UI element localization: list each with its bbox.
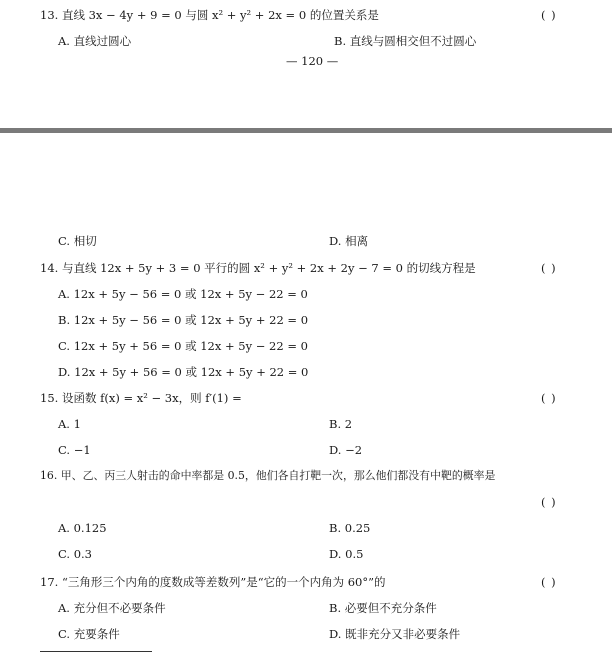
q14-option-b: B. 12x + 5y − 56 = 0 或 12x + 5y + 22 = 0	[58, 313, 309, 327]
q14-stem: 14. 与直线 12x + 5y + 3 = 0 平行的圆 x² + y² + 2x + 2y − 7 = 0 的切线方程是	[40, 261, 476, 275]
q14-option-a: A. 12x + 5y − 56 = 0 或 12x + 5y − 22 = 0	[58, 287, 308, 301]
q13-option-b: B. 直线与圆相交但不过圆心	[334, 34, 477, 48]
q13-stem: 13. 直线 3x − 4y + 9 = 0 与圆 x² + y² + 2x = 0 的位置关系是	[40, 8, 379, 22]
page-number: — 120 —	[286, 54, 339, 68]
q15-option-a: A. 1	[58, 417, 81, 431]
q17-option-c: C. 充要条件	[58, 627, 120, 641]
q14-option-d: D. 12x + 5y + 56 = 0 或 12x + 5y + 22 = 0	[58, 365, 309, 379]
page-divider	[0, 128, 612, 133]
q14-option-c: C. 12x + 5y + 56 = 0 或 12x + 5y − 22 = 0	[58, 339, 308, 353]
q14-answer-paren: ( )	[541, 261, 557, 275]
q16-option-b: B. 0.25	[329, 521, 371, 535]
q15-option-b: B. 2	[329, 417, 353, 431]
q16-stem: 16. 甲、乙、丙三人射击的命中率都是 0.5，他们各自打靶一次，那么他们都没有中靶的概率是	[40, 469, 496, 482]
q13-option-c: C. 相切	[58, 234, 97, 248]
q17-option-b: B. 必要但不充分条件	[329, 601, 437, 615]
q16-answer-paren: ( )	[541, 495, 557, 509]
q17-stem: 17. “三角形三个内角的度数成等差数列”是“它的一个内角为 60°”的	[40, 575, 386, 589]
q17-option-a: A. 充分但不必要条件	[58, 601, 166, 615]
q15-option-d: D. −2	[329, 443, 363, 457]
footnote-rule	[40, 651, 152, 652]
q15-answer-paren: ( )	[541, 391, 557, 405]
q17-answer-paren: ( )	[541, 575, 557, 589]
q15-stem: 15. 设函数 f(x) = x² − 3x，则 f′(1) =	[40, 391, 242, 405]
q17-option-d: D. 既非充分又非必要条件	[329, 627, 461, 641]
q13-option-d: D. 相离	[329, 234, 369, 248]
q16-option-c: C. 0.3	[58, 547, 92, 561]
q13-option-a: A. 直线过圆心	[58, 34, 132, 48]
q16-option-d: D. 0.5	[329, 547, 364, 561]
q16-option-a: A. 0.125	[58, 521, 107, 535]
q13-answer-paren: ( )	[541, 8, 557, 22]
q15-option-c: C. −1	[58, 443, 91, 457]
